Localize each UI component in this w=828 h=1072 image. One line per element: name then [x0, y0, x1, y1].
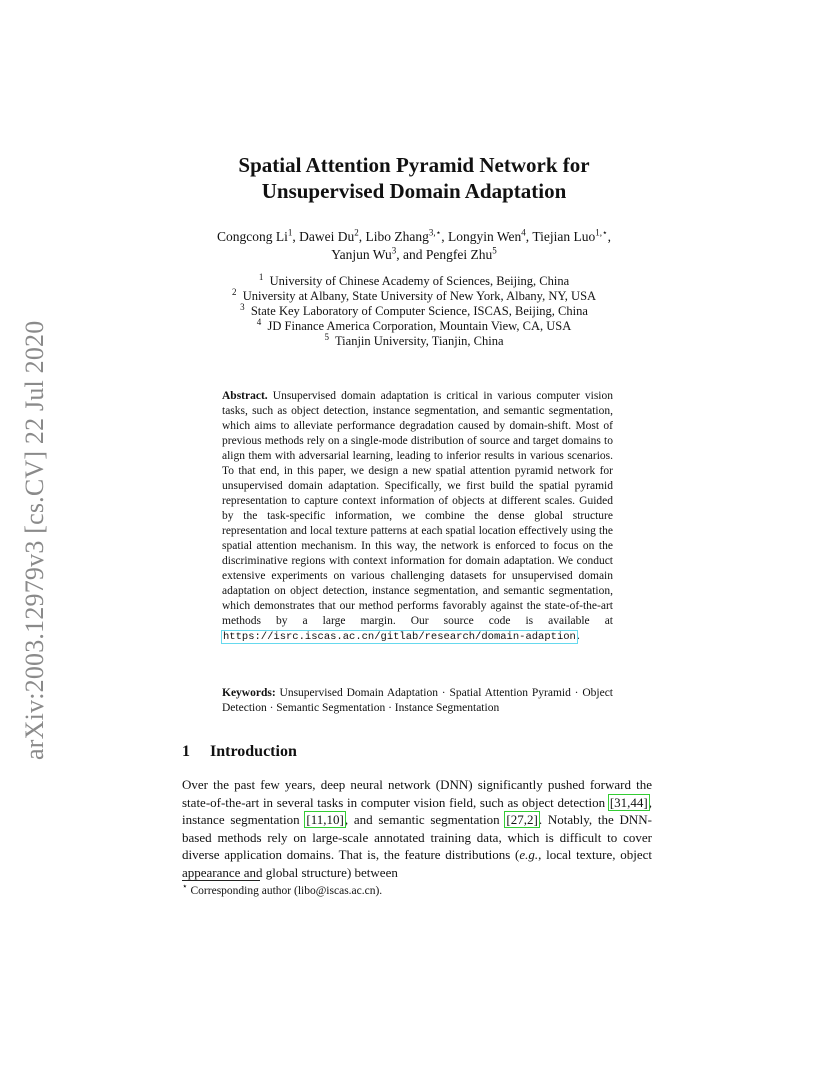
affiliation-text: University of Chinese Academy of Sciences, Beijing, China [269, 274, 570, 288]
intro-text: , instance segmentation [182, 794, 652, 827]
title-line-2: Unsupervised Domain Adaptation [261, 179, 567, 203]
footnote-mark: ⋆ [182, 881, 188, 892]
footnote-text: Corresponding author (libo@iscas.ac.cn). [190, 885, 383, 897]
author-name: Dawei Du [299, 229, 355, 244]
section-number: 1 [182, 743, 190, 760]
intro-text: , local texture, object appearance and global structure) between [182, 847, 653, 880]
author-line-2: Yanjun Wu$^3$, and Pengfei Zhu$^5$ [331, 245, 497, 262]
keywords-text: Unsupervised Domain Adaptation · Spatial Attention Pyramid · Object Detection · Semantic Segmentation · Instance Segmentation [222, 687, 614, 714]
footnote [182, 881, 383, 897]
author-list [0, 228, 828, 264]
author-line-1: Congcong Li$^1$, Dawei Du$^2$, Libo Zhang$^{3,⋆}$, Longyin Wen$^4$, Tiejian Luo$^{1,⋆}$, [217, 227, 611, 244]
author-name: Longyin Wen [448, 229, 522, 244]
arxiv-identifier: arXiv:2003.12979v3 [cs.CV] 22 Jul 2020 [20, 320, 49, 760]
author-name: Yanjun Wu [331, 247, 392, 262]
affiliation [0, 301, 828, 319]
affiliation [0, 316, 828, 334]
author-affil-mark: 1 [287, 227, 293, 238]
author-name: Libo Zhang [365, 229, 429, 244]
section-heading [182, 743, 297, 761]
keywords-label: Keywords: [222, 687, 276, 699]
abstract-label: Abstract. [222, 390, 268, 402]
author-name: Pengfei Zhu [425, 247, 493, 262]
author-name: Congcong Li [217, 229, 288, 244]
abstract-text: Unsupervised domain adaptation is critical in various computer vision tasks, such as object detection, instance segmentation, and semantic segmentation, which aims to alleviate performance degradation caused by domain-shift. Most of previous methods rely on a single-mode distribution of source and target domains to align them with adversarial learning, leading to inferior results in various scenarios. To that end, in this paper, we design a new spatial attention pyramid network for unsupervised domain adaptation. Specifically, we first build the spatial pyramid representation to capture context information of objects at different scales. Guided by the task-specific information, we combine the dense global structure representation and local texture patterns at each spatial location effectively using the spatial attention mechanism. In this way, the network is enforced to focus on the discriminative regions with context information for domain adaptation. We conduct extensive experiments on various challenging datasets for unsupervised domain adaptation on object detection, instance segmentation, and semantic segmentation, which demonstrates that our method performs favorably against the state-of-the-art methods by a large margin. Our source code is available at [222, 390, 613, 627]
affiliation-text: JD Finance America Corporation, Mountain View, CA, USA [267, 319, 572, 333]
affiliation-number: 4 [256, 316, 262, 327]
abstract [222, 389, 613, 645]
affiliation-number: 3 [240, 301, 245, 312]
citation-link[interactable]: [31,44] [609, 794, 648, 810]
affiliation [0, 286, 828, 304]
author-affil-mark: 5 [492, 245, 497, 256]
affiliation [0, 331, 828, 349]
intro-text: Over the past few years, deep neural network (DNN) significantly pushed forward the state-of-the-art in several tasks in computer vision field, such as object detection [182, 777, 652, 810]
author-affil-mark: 3,⋆ [428, 227, 442, 238]
affiliation-text: Tianjin University, Tianjin, China [334, 334, 504, 348]
section-title: Introduction [210, 743, 297, 760]
author-affil-mark: 4 [521, 227, 526, 238]
affiliation-number: 5 [324, 331, 329, 342]
author-affil-mark: 2 [354, 227, 359, 238]
author-name: Tiejian Luo [532, 229, 596, 244]
affiliation-list [0, 271, 828, 349]
affiliation-number: 2 [231, 286, 237, 297]
intro-italic: e.g. [519, 847, 539, 862]
author-affil-mark: 3 [391, 245, 397, 256]
affiliation-text: State Key Laboratory of Computer Science, ISCAS, Beijing, China [250, 304, 588, 318]
keywords [222, 686, 613, 716]
intro-text: , and semantic segmentation [344, 812, 506, 827]
citation-link[interactable]: [27,2] [506, 812, 538, 827]
source-code-link[interactable]: https://isrc.iscas.ac.cn/gitlab/research/domain-adaption [223, 631, 576, 643]
abstract-end-punct: . [576, 630, 580, 642]
affiliation [0, 271, 828, 289]
author-affil-mark: 1,⋆ [595, 227, 608, 238]
citation-link[interactable]: [11,10] [306, 812, 344, 827]
footnote-rule [182, 880, 260, 881]
intro-paragraph [182, 776, 652, 881]
paper-title [0, 152, 828, 204]
author-conjunction: and [402, 247, 426, 262]
title-line-1: Spatial Attention Pyramid Network for [238, 153, 590, 177]
affiliation-text: University at Albany, State University of New York, Albany, NY, USA [242, 289, 597, 303]
intro-text: . Notably, the DNN-based methods rely on large-scale annotated training data, which is difficult to cover diverse application domains. That is, the feature distributions ( [182, 812, 652, 862]
affiliation-number: 1 [258, 271, 264, 282]
